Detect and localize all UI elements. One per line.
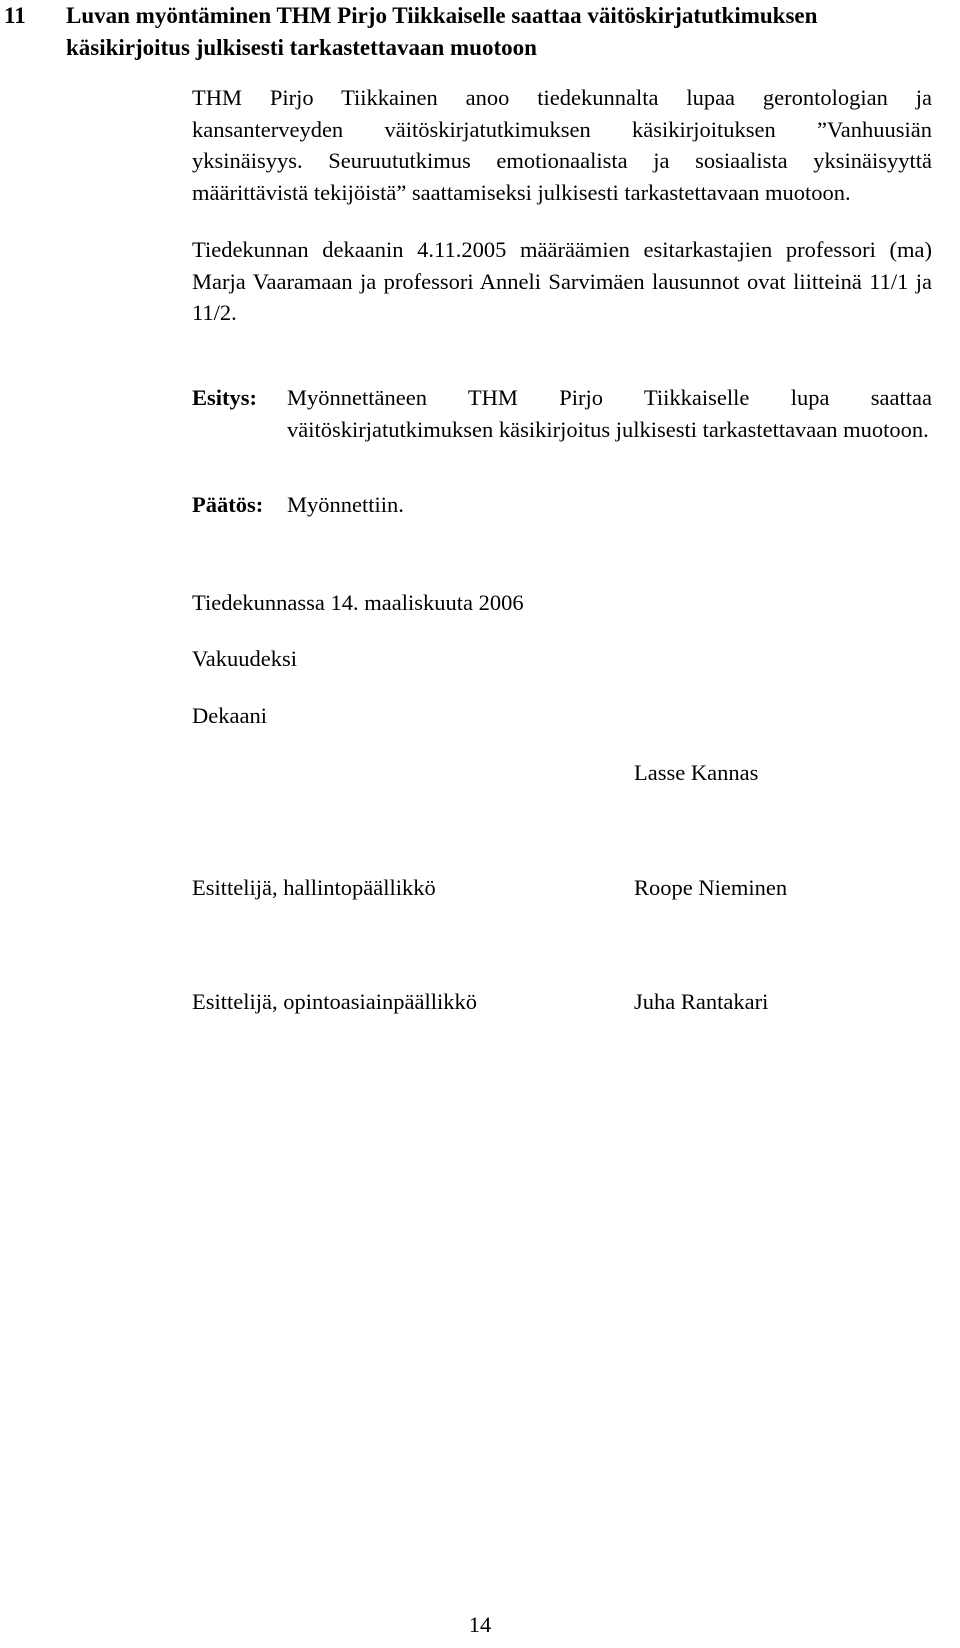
section-number: 11 bbox=[4, 3, 26, 28]
dean-role: Dekaani bbox=[192, 703, 267, 728]
presenter2-role: Esittelijä, opintoasiainpäällikkö bbox=[192, 989, 477, 1014]
decision-text: Myönnettiin. bbox=[287, 492, 404, 517]
dean-name: Lasse Kannas bbox=[634, 760, 759, 785]
section-title: Luvan myöntäminen THM Pirjo Tiikkaiselle saattaa väitöskirjatutkimuksen käsikirjoitus julkisesti tarkastettavaan muotoon bbox=[66, 3, 818, 60]
date-line: Tiedekunnassa 14. maaliskuuta 2006 bbox=[192, 590, 524, 615]
presenter1-role: Esittelijä, hallintopäällikkö bbox=[192, 875, 436, 900]
paragraph-application: THM Pirjo Tiikkainen anoo tiedekunnalta lupaa gerontologian ja kansanterveyden väitöskirjatutkimuksen käsikirjoituksen ”Vanhuusiän yksinäisyys. Seuruututkimus emotionaalista ja sosiaalista yksinäisyyttä määrittävistä tekijöistä” saattamiseksi julkisesti tarkastettavaan muotoon. bbox=[192, 85, 932, 205]
certification-line: Vakuudeksi bbox=[192, 646, 297, 671]
presenter2-name: Juha Rantakari bbox=[634, 989, 769, 1014]
proposal-label: Esitys: bbox=[192, 385, 258, 410]
presenter1-name: Roope Nieminen bbox=[634, 875, 788, 900]
proposal-text: Myönnettäneen THM Pirjo Tiikkaiselle lupa saattaa väitöskirjatutkimuksen käsikirjoitus julkisesti tarkastettavaan muotoon. bbox=[287, 385, 932, 442]
paragraph-reviewers: Tiedekunnan dekaanin 4.11.2005 määräämien esitarkastajien professori (ma) Marja Vaaramaan ja professori Anneli Sarvimäen lausunnot ovat liitteinä 11/1 ja 11/2. bbox=[192, 237, 932, 325]
decision-label: Päätös: bbox=[192, 492, 264, 517]
page-number: 14 bbox=[468, 1612, 492, 1637]
